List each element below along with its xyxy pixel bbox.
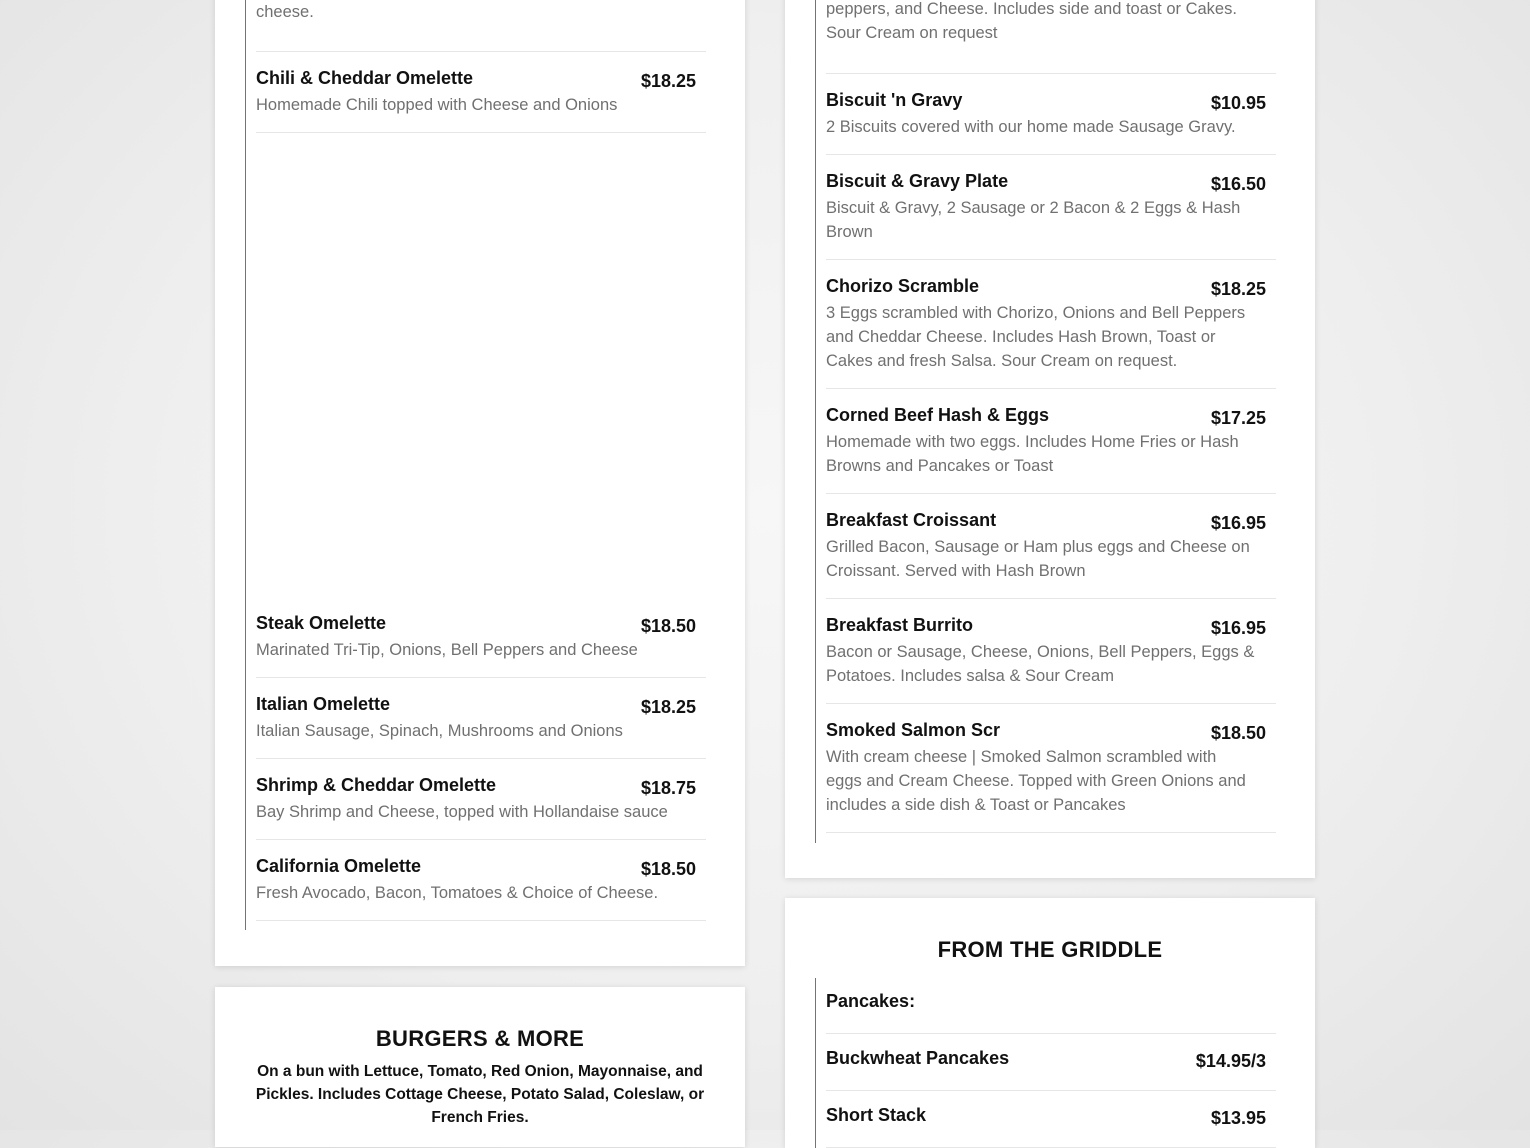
menu-item [826, 718, 1276, 833]
item-description: Grilled Bacon, Sausage or Ham plus eggs and Cheese on Croissant. Served with Hash Brown [826, 538, 1250, 580]
menu-item [826, 989, 1276, 1034]
item-name: Smoked Salmon Scr [826, 720, 1001, 740]
menu-item-partial [826, 0, 1276, 74]
item-description: cheese. [256, 3, 314, 21]
menu-item [826, 274, 1276, 389]
item-name: Steak Omelette [256, 613, 387, 633]
item-description: Marinated Tri-Tip, Onions, Bell Peppers and Cheese [256, 641, 638, 659]
item-name: Italian Omelette [256, 694, 391, 714]
griddle-card [785, 898, 1315, 1148]
menu-item [826, 169, 1276, 260]
section-note: On a bun with Lettuce, Tomato, Red Onion, Mayonnaise, and Pickles. Includes Cottage Cheese, Potato Salad, Coleslaw, or French Fries. [255, 1063, 705, 1126]
menu-item [826, 88, 1276, 155]
omelettes-card [215, 0, 745, 966]
item-price: $18.50 [1210, 723, 1266, 743]
menu-item [826, 613, 1276, 704]
item-name: Shrimp & Cheddar Omelette [256, 775, 497, 795]
breakfast-list [815, 0, 1286, 843]
breakfast-card [785, 0, 1315, 878]
item-description: Homemade Chili topped with Cheese and Onions [256, 96, 618, 114]
item-price: $16.50 [1210, 174, 1266, 194]
item-price: $18.25 [1210, 279, 1266, 299]
item-name: Chorizo Scramble [826, 276, 980, 296]
item-description: Fresh Avocado, Bacon, Tomatoes & Choice of Cheese. [256, 884, 659, 902]
item-price: $18.75 [640, 778, 696, 798]
section-title: BURGERS & MORE [375, 1026, 585, 1051]
menu-item [826, 1046, 1276, 1091]
item-description: Italian Sausage, Spinach, Mushrooms and Onions [256, 722, 623, 740]
item-name: Buckwheat Pancakes [826, 1048, 1010, 1068]
menu-item [256, 773, 706, 840]
item-description: Bacon or Sausage, Cheese, Onions, Bell Peppers, Eggs & Potatoes. Includes salsa & Sour Cream [826, 643, 1255, 685]
item-price: $16.95 [1210, 513, 1266, 533]
section-title: FROM THE GRIDDLE [937, 937, 1163, 962]
menu-item [826, 1103, 1276, 1148]
item-price: $13.95 [1210, 1108, 1266, 1128]
item-name: Pancakes: [826, 991, 916, 1011]
item-name: Breakfast Burrito [826, 615, 974, 635]
menu-item-partial [256, 0, 706, 52]
item-price: $17.25 [1210, 408, 1266, 428]
menu-item [256, 854, 706, 921]
item-name: Breakfast Croissant [826, 510, 997, 530]
item-name: Biscuit & Gravy Plate [826, 171, 1009, 191]
item-description: Bay Shrimp and Cheese, topped with Hollandaise sauce [256, 803, 668, 821]
menu-item [256, 692, 706, 759]
menu-item [256, 611, 706, 678]
burgers-card [215, 987, 745, 1147]
item-name: California Omelette [256, 856, 422, 876]
item-name: Chili & Cheddar Omelette [256, 68, 474, 88]
item-name: Biscuit 'n Gravy [826, 90, 963, 110]
item-price: $18.25 [640, 697, 696, 717]
item-name: Short Stack [826, 1105, 927, 1125]
menu-item [826, 508, 1276, 599]
item-price: $18.50 [640, 859, 696, 879]
item-description: 3 Eggs scrambled with Chorizo, Onions and Bell Peppers and Cheddar Cheese. Includes Hash Brown, Toast or Cakes and fresh Salsa. Sour Cream on request. [826, 304, 1246, 370]
menu-item [826, 403, 1276, 494]
item-name: Corned Beef Hash & Eggs [826, 405, 1050, 425]
item-description: peppers, and Cheese. Includes side and toast or Cakes. Sour Cream on request [826, 0, 1237, 42]
item-price: $14.95/3 [1195, 1051, 1266, 1071]
griddle-list [815, 978, 1286, 1148]
item-price: $16.95 [1210, 618, 1266, 638]
item-price: $10.95 [1210, 93, 1266, 113]
item-description: Biscuit & Gravy, 2 Sausage or 2 Bacon & 2 Eggs & Hash Brown [826, 199, 1241, 241]
item-price: $18.25 [640, 71, 696, 91]
item-description: Homemade with two eggs. Includes Home Fries or Hash Browns and Pancakes or Toast [826, 433, 1239, 475]
item-description: With cream cheese | Smoked Salmon scrambled with eggs and Cream Cheese. Topped with Green Onions and includes a side dish & Toast or Pancakes [826, 748, 1246, 814]
item-description: 2 Biscuits covered with our home made Sausage Gravy. [826, 118, 1236, 136]
item-price: $18.50 [640, 616, 696, 636]
omelettes-list [245, 0, 716, 930]
menu-item [256, 66, 706, 133]
